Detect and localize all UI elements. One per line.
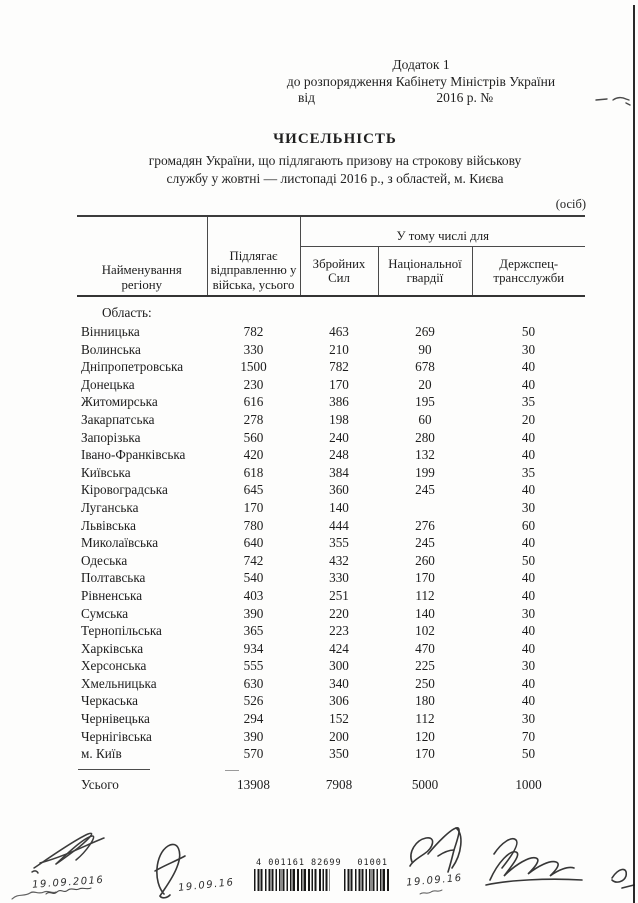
total-value-cell: 540	[243, 570, 264, 586]
table-row	[77, 570, 585, 588]
national-guard-value-cell: 195	[415, 394, 435, 410]
region-name-cell: Чернігівська	[81, 728, 152, 744]
total-value-cell: 170	[243, 499, 264, 515]
armed-forces-value-cell: 140	[329, 499, 349, 515]
region-name-cell: Львівська	[81, 517, 136, 533]
region-name-cell: Тернопільська	[81, 623, 162, 639]
region-name-cell: Миколаївська	[81, 535, 159, 551]
table-row	[77, 711, 585, 729]
region-name-cell: Кіровоградська	[81, 482, 168, 498]
total-value-cell: 365	[243, 623, 264, 639]
armed-forces-value-cell: 300	[329, 658, 349, 674]
table-row	[77, 447, 585, 465]
from-label: від	[298, 90, 315, 105]
national-guard-value-cell: 225	[415, 658, 435, 674]
document-title: ЧИСЕЛЬНІСТЬ	[273, 131, 397, 147]
signature-middle-scribble	[136, 840, 244, 900]
table-row	[77, 359, 585, 377]
national-guard-value-cell: 280	[415, 429, 435, 445]
special-service-value-cell: 40	[521, 675, 536, 691]
handwritten-date-left: 19.09.2016	[31, 874, 105, 891]
total-value-cell: 278	[243, 411, 264, 427]
signature-right-scribble	[398, 822, 638, 902]
national-guard-value-cell: 60	[418, 411, 432, 427]
national-guard-value-cell: 20	[418, 376, 432, 392]
barcode-bars-left	[254, 869, 330, 891]
table-row	[77, 465, 585, 483]
total-value-cell: 782	[243, 324, 264, 339]
special-service-value-cell: 50	[521, 746, 536, 762]
document-subtitle-2: службу у жовтні — листопаді 2016 р., з областей, м. Києва	[166, 170, 504, 186]
table-header	[77, 216, 585, 296]
region-name-cell: Сумська	[81, 605, 129, 621]
armed-forces-value-cell: 360	[329, 482, 349, 498]
region-name-cell: Хмельницька	[81, 675, 157, 691]
national-guard-value-cell	[378, 500, 472, 518]
document-title-block	[85, 129, 585, 187]
header-special-service: Держспец-трансслужби	[493, 256, 565, 285]
total-guard-cell: 5000	[411, 776, 439, 792]
special-service-value-cell: 40	[521, 482, 536, 498]
total-value-cell: 555	[243, 658, 264, 674]
table-row	[77, 342, 585, 360]
table-row	[77, 693, 585, 711]
special-service-value-cell: 50	[521, 552, 536, 568]
national-guard-value-cell: 140	[415, 605, 435, 621]
armed-forces-value-cell: 251	[329, 587, 349, 603]
total-value-cell: 420	[243, 447, 264, 463]
armed-forces-value-cell: 220	[329, 605, 349, 621]
total-value-cell: 630	[243, 675, 264, 691]
armed-forces-value-cell: 384	[329, 464, 349, 480]
cut-scribble-path	[10, 888, 58, 902]
region-name-cell: Чернівецька	[81, 711, 150, 727]
total-value-cell: 294	[243, 711, 264, 727]
armed-forces-value-cell: 424	[329, 640, 349, 656]
total-value-cell: 560	[243, 429, 264, 445]
special-service-value-cell: 40	[521, 640, 536, 656]
armed-forces-value-cell: 210	[329, 341, 349, 357]
national-guard-value-cell: 102	[415, 623, 435, 639]
table-row	[77, 377, 585, 395]
section-label: Область:	[102, 305, 152, 320]
special-service-value-cell: 40	[521, 623, 536, 639]
table-row	[77, 553, 585, 571]
header-total: Підлягає відправленню у війська, усього	[207, 216, 300, 296]
armed-forces-value-cell: 355	[329, 535, 349, 551]
table-row	[77, 641, 585, 659]
total-label-cell	[77, 764, 207, 799]
region-name-cell: Івано-Франківська	[81, 447, 186, 463]
special-service-value-cell: 40	[521, 429, 536, 445]
armed-forces-value-cell: 432	[329, 552, 349, 568]
special-service-value-cell: 30	[521, 658, 536, 674]
armed-forces-value-cell: 198	[329, 411, 349, 427]
region-name-cell: Херсонська	[81, 658, 147, 674]
special-service-value-cell: 40	[521, 447, 536, 463]
special-service-value-cell: 60	[521, 517, 536, 533]
signature-middle	[136, 840, 244, 900]
table-row	[77, 324, 585, 342]
total-value-cell: 645	[243, 482, 264, 498]
special-service-value-cell: 40	[521, 587, 536, 603]
region-name-cell: м. Київ	[81, 746, 122, 762]
national-guard-value-cell: 245	[415, 482, 435, 498]
scan-edge-line	[633, 5, 635, 903]
total-value-cell: 403	[243, 587, 264, 603]
table-row	[77, 482, 585, 500]
total-value-cell: 570	[243, 746, 264, 762]
document-subtitle-1: громадян України, що підлягають призову на строкову військову	[148, 153, 522, 168]
barcode-bars	[254, 869, 390, 891]
appendix-reference	[258, 57, 584, 107]
armed-forces-value-cell: 444	[329, 517, 349, 533]
region-name-cell: Луганська	[81, 499, 139, 515]
table-row	[77, 623, 585, 641]
armed-forces-value-cell: 463	[329, 324, 349, 339]
region-name-cell: Донецька	[81, 376, 135, 392]
total-value-cell: 330	[243, 341, 264, 357]
special-service-value-cell: 50	[521, 324, 536, 339]
armed-forces-value-cell: 782	[329, 359, 349, 375]
total-total-cell: 13908	[237, 776, 270, 792]
table-row	[77, 412, 585, 430]
armed-forces-value-cell: 223	[329, 623, 349, 639]
region-name-cell: Волинська	[81, 341, 141, 357]
total-value-cell: 390	[243, 728, 264, 744]
national-guard-value-cell: 180	[415, 693, 435, 709]
special-service-value-cell: 40	[521, 376, 536, 392]
handwritten-date-right: 19.09.16	[405, 872, 464, 889]
table-row	[77, 430, 585, 448]
table-row	[77, 588, 585, 606]
special-service-value-cell: 40	[521, 693, 536, 709]
armed-forces-value-cell: 170	[329, 376, 349, 392]
region-name-cell: Рівненська	[81, 587, 143, 603]
table-body	[77, 296, 585, 799]
armed-forces-value-cell: 152	[329, 711, 349, 727]
handwritten-date-middle: 19.09.16	[177, 877, 236, 894]
appendix-number: Додаток 1	[392, 57, 450, 72]
conscription-table	[77, 215, 585, 799]
national-guard-value-cell: 678	[415, 359, 435, 375]
table-row	[77, 518, 585, 536]
total-armed-cell: 7908	[325, 776, 353, 792]
total-value-cell: 742	[243, 552, 264, 568]
armed-forces-value-cell: 340	[329, 675, 349, 691]
table-row	[77, 535, 585, 553]
barcode	[254, 858, 390, 891]
total-value-cell: 526	[243, 693, 264, 709]
total-value-cell: 618	[243, 464, 264, 480]
handwritten-dash-mark	[594, 90, 634, 113]
total-value-cell: 934	[243, 640, 264, 656]
appendix-date-line	[258, 90, 584, 107]
total-label: Усього	[81, 776, 119, 792]
barcode-digits-left: 4 001161 82699	[256, 858, 342, 868]
special-service-value-cell: 35	[521, 464, 536, 480]
signature-right	[398, 822, 638, 902]
appendix-issuer: до розпорядження Кабінету Міністрів України	[286, 73, 556, 89]
special-service-value-cell: 20	[521, 411, 536, 427]
national-guard-value-cell: 170	[415, 570, 435, 586]
year-number-label: 2016 р. №	[436, 90, 494, 105]
special-service-value-cell: 30	[521, 711, 536, 727]
armed-forces-value-cell: 240	[329, 429, 349, 445]
special-service-value-cell: 40	[521, 535, 536, 551]
total-row	[77, 764, 585, 799]
armed-forces-value-cell: 350	[329, 746, 349, 762]
special-service-value-cell: 30	[521, 605, 536, 621]
total-value-cell: 390	[243, 605, 264, 621]
special-service-value-cell: 30	[521, 499, 536, 515]
national-guard-value-cell: 112	[415, 587, 435, 603]
national-guard-value-cell: 199	[415, 464, 435, 480]
armed-forces-value-cell: 306	[329, 693, 349, 709]
barcode-digits	[254, 858, 390, 868]
region-name-cell: Запорізька	[81, 429, 141, 445]
region-name-cell: Київська	[81, 464, 131, 480]
total-value-cell: 640	[243, 535, 264, 551]
units-note: (осіб)	[555, 197, 586, 211]
special-service-value-cell: 40	[521, 570, 536, 586]
total-special-cell: 1000	[515, 776, 542, 792]
special-service-value-cell: 35	[521, 394, 536, 410]
section-row	[77, 296, 585, 324]
total-value-cell: 1500	[240, 359, 267, 375]
region-name-cell: Харківська	[81, 640, 144, 656]
national-guard-value-cell: 245	[415, 535, 435, 551]
dash-mark-scribble	[594, 90, 634, 108]
barcode-digits-right: 01001	[357, 858, 388, 868]
total-value-cell: 780	[243, 517, 264, 533]
header-national-guard: Національної гвардії	[378, 247, 472, 297]
national-guard-value-cell: 132	[415, 447, 435, 463]
header-armed-forces: Збройних Сил	[300, 247, 378, 297]
cut-handwriting-scribble	[10, 888, 58, 903]
national-guard-value-cell: 470	[415, 640, 435, 656]
total-value-cell: 230	[243, 376, 264, 392]
barcode-bars-right	[344, 869, 390, 891]
special-service-value-cell: 40	[521, 359, 536, 375]
national-guard-value-cell: 250	[415, 675, 435, 691]
national-guard-value-cell: 260	[415, 552, 435, 568]
armed-forces-value-cell: 386	[329, 394, 349, 410]
table-row	[77, 676, 585, 694]
special-service-value-cell: 70	[521, 728, 536, 744]
national-guard-value-cell: 276	[415, 517, 435, 533]
armed-forces-value-cell: 200	[329, 728, 349, 744]
table-row	[77, 606, 585, 624]
region-name-cell: Закарпатська	[81, 411, 155, 427]
region-name-cell: Полтавська	[81, 570, 146, 586]
table-row	[77, 729, 585, 747]
region-name-cell: Житомирська	[81, 394, 158, 410]
national-guard-value-cell: 90	[418, 341, 432, 357]
header-group: У тому числі для	[300, 216, 585, 247]
region-name-cell: Вінницька	[81, 324, 140, 339]
region-name-cell: Черкаська	[81, 693, 139, 709]
national-guard-value-cell: 269	[415, 324, 435, 339]
table-row	[77, 500, 585, 518]
total-value-cell: 616	[243, 394, 264, 410]
armed-forces-value-cell: 330	[329, 570, 349, 586]
region-name-cell: Дніпропетровська	[81, 359, 184, 375]
table-row	[77, 746, 585, 764]
header-region: Найменування регіону	[77, 216, 207, 296]
table-row	[77, 658, 585, 676]
special-service-value-cell: 30	[521, 341, 536, 357]
region-name-cell: Одеська	[81, 552, 128, 568]
national-guard-value-cell: 120	[415, 728, 435, 744]
total-rule	[78, 769, 150, 770]
table-row	[77, 394, 585, 412]
national-guard-value-cell: 170	[415, 746, 435, 762]
national-guard-value-cell: 112	[415, 711, 435, 727]
armed-forces-value-cell: 248	[329, 447, 349, 463]
